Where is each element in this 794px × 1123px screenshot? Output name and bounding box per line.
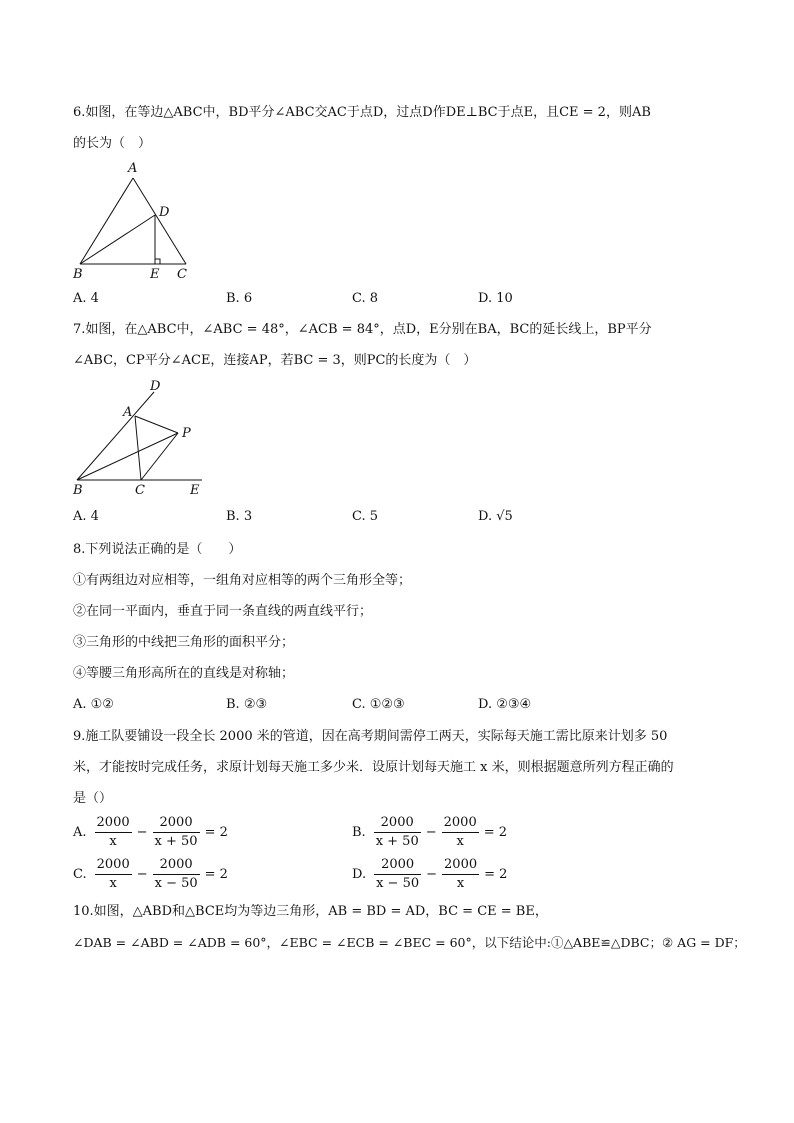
- q7-label-C: C: [135, 483, 145, 498]
- q6-label-C: C: [177, 267, 187, 282]
- q9-option-b-frac2: $\frac{2000}{x}$: [443, 815, 477, 849]
- q9-option-c-label: C.: [73, 867, 87, 882]
- q7-option-d[interactable]: D. √5: [478, 509, 513, 524]
- q9-option-a-minus: −: [136, 825, 148, 840]
- q7-label-A: A: [123, 405, 133, 420]
- q9-option-a-frac2: $\frac{2000}{x + 50}$: [154, 815, 198, 849]
- q9-option-b-frac1: $\frac{2000}{x + 50}$: [375, 815, 419, 849]
- q9-option-b-minus: −: [425, 825, 437, 840]
- q8-item-1: ①有两组边对应相等，一组角对应相等的两个三角形全等；: [73, 573, 412, 588]
- q7-stem-line1: 7.如图，在△ABC中，∠ABC = 48°，∠ACB = 84°，点D，E分别在BA，BC的延长线上，BP平分: [73, 322, 652, 337]
- q9-option-b-rhs: = 2: [483, 825, 508, 840]
- q7-option-c[interactable]: C. 5: [352, 509, 379, 524]
- q8-stem: 8.下列说法正确的是（ ）: [73, 542, 242, 557]
- q6-option-a[interactable]: A. 4: [73, 291, 99, 306]
- q6-option-d[interactable]: D. 10: [478, 291, 513, 306]
- q8-option-b[interactable]: B. ②③: [226, 697, 268, 712]
- q9-option-d[interactable]: [352, 856, 510, 893]
- q9-option-c-frac2: $\frac{2000}{x - 50}$: [154, 857, 198, 891]
- q8-item-2: ②在同一平面内，垂直于同一条直线的两直线平行；: [73, 604, 373, 619]
- q10-stem-line1: 10.如图，△ABD和△BCE均为等边三角形，AB = BD = AD，BC = CE = BE，: [73, 904, 548, 919]
- q6-option-c[interactable]: C. 8: [352, 291, 379, 306]
- q7-figure: [70, 376, 215, 501]
- q9-option-a-frac1: $\frac{2000}{x}$: [96, 815, 130, 849]
- q9-option-b[interactable]: [352, 814, 510, 851]
- q9-option-a[interactable]: [73, 814, 231, 851]
- q9-stem-line3: 是（）: [73, 791, 113, 806]
- q9-option-b-label: B.: [352, 825, 366, 840]
- q7-stem-line2: ∠ABC，CP平分∠ACE，连接AP，若BC = 3，则PC的长度为（ ）: [73, 353, 477, 368]
- q6-stem-line1: 6.如图，在等边△ABC中，BD平分∠ABC交AC于点D，过点D作DE⊥BC于点E，且CE = 2，则AB: [73, 105, 651, 120]
- q6-label-B: B: [73, 267, 83, 282]
- q6-stem-line2: 的长为（ ）: [73, 136, 152, 151]
- q8-item-4: ④等腰三角形高所在的直线是对称轴；: [73, 666, 295, 681]
- q8-option-c[interactable]: C. ①②③: [352, 697, 405, 712]
- q9-option-c-rhs: = 2: [204, 867, 228, 882]
- q6-label-D: D: [159, 205, 170, 220]
- q8-option-d[interactable]: D. ②③④: [478, 697, 532, 712]
- q9-option-d-rhs: = 2: [484, 867, 508, 882]
- q7-label-B: B: [73, 483, 83, 498]
- q8-option-a[interactable]: A. ①②: [73, 697, 114, 712]
- q9-option-d-minus: −: [426, 867, 438, 882]
- q9-option-c-frac1: $\frac{2000}{x}$: [96, 857, 130, 891]
- q10-stem-line2: ∠DAB = ∠ABD = ∠ADB = 60°，∠EBC = ∠ECB = ∠BEC = 60°，以下结论中:①△ABE≌△DBC；② AG = DF；: [73, 935, 746, 950]
- q6-label-E: E: [150, 267, 160, 282]
- q9-option-c-minus: −: [136, 867, 148, 882]
- q7-label-P: P: [182, 426, 191, 441]
- q9-option-d-label: D.: [352, 867, 367, 882]
- q6-option-b[interactable]: B. 6: [226, 291, 253, 306]
- q9-stem-line2: 米，才能按时完成任务，求原计划每天施工多少米．设原计划每天施工 x 米，则根据题意所列方程正确的: [73, 760, 674, 775]
- q7-label-D: D: [150, 379, 161, 394]
- q9-option-a-rhs: = 2: [204, 825, 228, 840]
- q6-label-A: A: [128, 161, 138, 176]
- q7-option-b[interactable]: B. 3: [226, 509, 253, 524]
- q7-label-E: E: [190, 483, 200, 498]
- q9-option-c[interactable]: [73, 856, 231, 893]
- q9-option-d-frac1: $\frac{2000}{x - 50}$: [376, 857, 420, 891]
- q9-option-a-label: A.: [73, 825, 87, 840]
- q7-option-a[interactable]: A. 4: [73, 509, 99, 524]
- q9-stem-line1: 9.施工队要铺设一段全长 2000 米的管道，因在高考期间需停工两天，实际每天施工需比原来计划多 50: [73, 729, 668, 744]
- q8-item-3: ③三角形的中线把三角形的面积平分；: [73, 635, 295, 650]
- q6-figure: [70, 158, 200, 283]
- q9-option-d-frac2: $\frac{2000}{x}$: [444, 857, 478, 891]
